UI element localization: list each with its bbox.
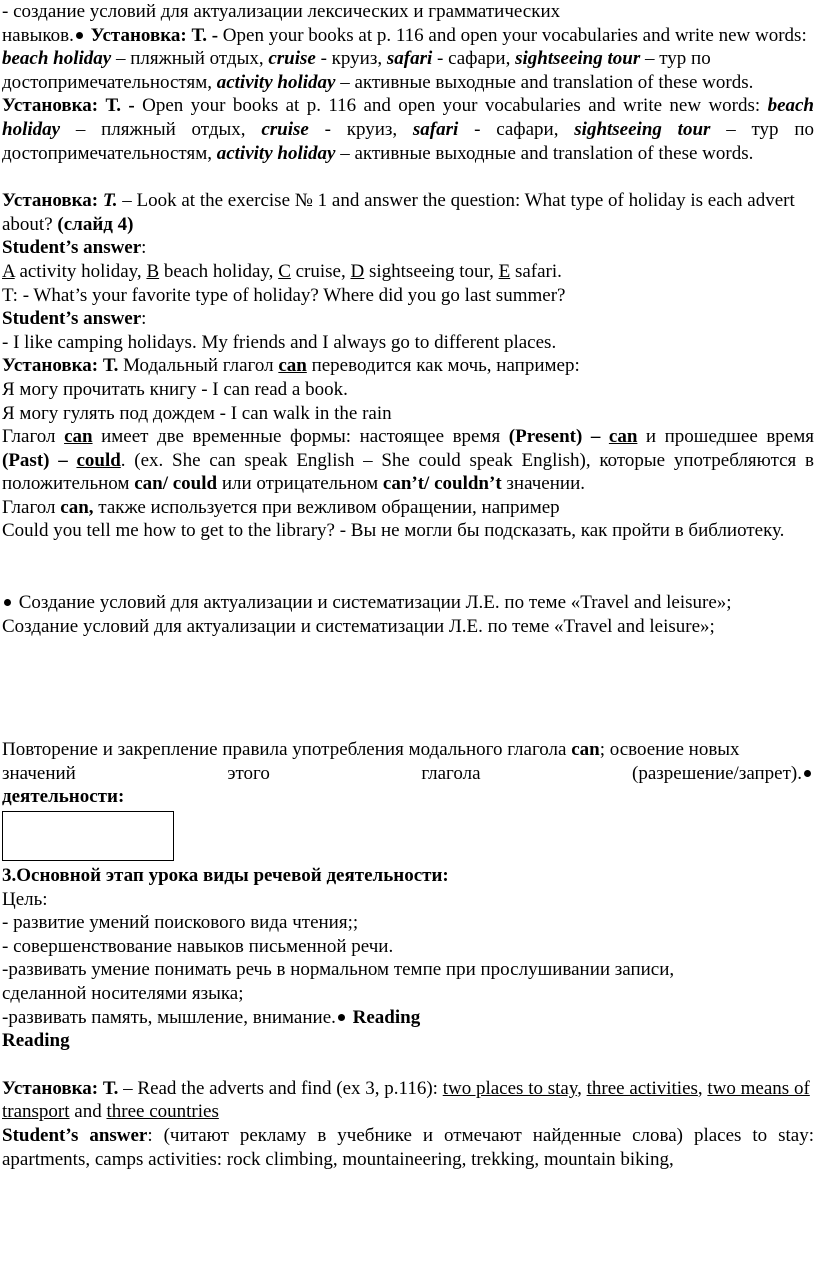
- text: Глагол: [2, 496, 61, 518]
- paragraph-instruction: [2, 94, 814, 165]
- bullet-icon: [804, 770, 811, 777]
- instruction-label: Установка:: [2, 190, 103, 212]
- keyword: can/ could: [134, 473, 218, 495]
- text: – Look at the exercise № 1 and answer the question: What type of holiday is each advert about?: [2, 190, 795, 235]
- repetition-line: [2, 738, 814, 762]
- text: Глагол: [2, 426, 65, 448]
- text: . (ex. She can speak English – She could speak English), которые употребляются в положительном: [2, 449, 814, 495]
- text: sightseeing tour,: [364, 260, 499, 282]
- reading-instruction: Установка: Т. – Read the adverts and find (ex 3, p.116): two places to stay, three activities, two means of transport and three countries: [2, 1077, 810, 1123]
- modal-polite: [2, 496, 814, 520]
- instruction-label: Установка: Т.: [2, 355, 119, 377]
- task-item: two places to stay: [442, 1077, 578, 1099]
- instruction-label: Установка: Т. -: [90, 24, 219, 46]
- vocab-word: activity holiday: [216, 142, 336, 164]
- text: и прошедшее время: [637, 426, 814, 448]
- systematization-line: Создание условий для актуализации и систематизации Л.Е. по теме «Travel and leisure»;: [2, 615, 715, 637]
- text: - сафари,: [458, 118, 575, 140]
- text: – тур по достопримечательностям,: [2, 118, 814, 164]
- text: - круиз,: [308, 118, 413, 140]
- modal-forms: [2, 425, 814, 496]
- spacer: [2, 165, 814, 189]
- text: имеет две временные формы: настоящее время: [92, 426, 509, 448]
- activity-label: [2, 785, 814, 809]
- example-line: Я могу прочитать книгу - I can read a book.: [2, 378, 348, 400]
- keyword: can,: [60, 496, 94, 518]
- keyword: can: [278, 355, 307, 377]
- systematization-line: [2, 591, 814, 615]
- paragraph-intro: [2, 0, 814, 94]
- teacher-question: T: - What’s your favorite type of holiday? Where did you go last summer?: [2, 284, 566, 306]
- slide-reference: (слайд 4): [57, 213, 134, 235]
- answer-label: Student’s answer: [2, 1124, 148, 1146]
- task-item: two means of transport: [2, 1077, 810, 1123]
- keyword: could: [76, 449, 121, 471]
- repetition-line: [2, 762, 814, 786]
- text: или отрицательном: [217, 473, 383, 495]
- option-letter: A: [2, 260, 15, 282]
- goal-item: - совершенствование навыков письменной речи.: [2, 935, 394, 957]
- vocab-word: cruise: [268, 48, 316, 70]
- text: – пляжный отдых,: [60, 118, 262, 140]
- keyword: деятельности:: [2, 786, 125, 808]
- bullet-icon: [76, 32, 83, 39]
- text: – тур по достопримечательностям,: [2, 48, 711, 93]
- spacer: [2, 543, 814, 591]
- text: - круиз,: [315, 48, 387, 70]
- spacer: [2, 638, 814, 738]
- spacer: [2, 1053, 814, 1077]
- answer-heading: [2, 236, 814, 260]
- vocab-word: safari: [412, 118, 459, 140]
- text: safari.: [510, 260, 562, 282]
- text: значении.: [501, 473, 585, 495]
- text: Создание условий для актуализации и систематизации Л.Е. по теме «Travel and leisure»;: [18, 592, 732, 614]
- text: – активные выходные and translation of these words.: [335, 71, 754, 93]
- text: Open your books at p. 116 and open your vocabularies and write new words:: [218, 24, 807, 46]
- vocab-word: activity holiday: [216, 71, 336, 93]
- goal-item: - развитие умений поискового вида чтения;;: [2, 912, 359, 934]
- bullet-icon: [4, 599, 11, 606]
- option-letter: D: [350, 260, 365, 282]
- text: cruise,: [290, 260, 351, 282]
- keyword: can’t/ couldn’t: [382, 473, 502, 495]
- text: глагола: [421, 762, 481, 784]
- empty-frame: [2, 811, 174, 861]
- answer-label: Student’s answer: [2, 308, 142, 330]
- text: activity holiday,: [14, 260, 147, 282]
- text: -развивать память, мышление, внимание.: [2, 1006, 336, 1028]
- text-line: - создание условий для актуализации лексических и грамматических: [2, 1, 561, 22]
- answer-line: - I like camping holidays. My friends and I always go to different places.: [2, 331, 557, 353]
- text: также используется при вежливом обращении, например: [93, 496, 560, 518]
- keyword: Reading: [352, 1006, 421, 1028]
- teacher-label: T.: [102, 190, 118, 212]
- vocab-word: cruise: [261, 118, 309, 140]
- option-letter: B: [146, 260, 160, 282]
- vocab-word: sightseeing tour: [574, 118, 711, 140]
- text: Повторение и закрепление правила употребления модального глагола: [2, 739, 572, 761]
- answer-line: [2, 260, 814, 284]
- answer-heading: [2, 307, 814, 331]
- text: навыков.: [2, 24, 74, 46]
- text: – пляжный отдых,: [111, 48, 269, 70]
- task-item: three countries: [106, 1101, 219, 1123]
- option-letter: E: [498, 260, 511, 282]
- text-with-bullet: (разрешение/запрет).: [632, 762, 814, 786]
- goal-item: [2, 1006, 814, 1030]
- text: :: [141, 308, 147, 330]
- bullet-icon: [338, 1014, 345, 1021]
- instruction-label: Установка: Т.: [2, 1077, 119, 1099]
- keyword: can: [64, 426, 93, 448]
- polite-example: Could you tell me how to get to the library? - Вы не могли бы подсказать, как пройти в библиотеку.: [2, 520, 785, 542]
- vocab-word: beach holiday: [2, 95, 814, 140]
- text: переводится как мочь, например:: [306, 355, 580, 377]
- section-title: 3.Основной этап урока виды речевой деятельности:: [2, 865, 449, 887]
- paragraph-exercise: [2, 189, 814, 236]
- task-item: three activities: [586, 1077, 698, 1099]
- option-letter: C: [278, 260, 291, 282]
- text: – Read the adverts and find (ex 3, p.116):: [118, 1077, 443, 1099]
- vocab-word: beach holiday: [2, 48, 112, 70]
- text: этого: [227, 762, 270, 784]
- vocab-word: safari: [386, 48, 433, 70]
- keyword: (Past) –: [2, 449, 77, 471]
- keyword: can: [571, 739, 600, 761]
- example-line: Я могу гулять под дождем - I can walk in the rain: [2, 402, 392, 424]
- answer-label: Student’s answer: [2, 237, 142, 259]
- goal-item: -развивать умение понимать речь в нормальном темпе при прослушивании записи, сделанной носителями языка;: [2, 959, 675, 1004]
- text: ; освоение новых: [599, 739, 740, 761]
- vocab-word: sightseeing tour: [515, 48, 641, 70]
- keyword: can: [608, 426, 638, 448]
- instruction-label: Установка: Т. -: [2, 95, 135, 117]
- text: beach holiday,: [159, 260, 279, 282]
- text: - сафари,: [432, 48, 516, 70]
- keyword: (Present) –: [508, 426, 609, 448]
- text: :: [141, 237, 147, 259]
- text: Open your books at p. 116 and open your vocabularies and write new words:: [134, 95, 768, 117]
- text: значений: [2, 762, 76, 784]
- text: : (читают рекламу в учебнике и отмечают найденные слова) places to stay: apartments, camps activities: rock climbing, mountaineering, trekking, mountain biking,: [2, 1124, 814, 1170]
- reading-answer: [2, 1124, 814, 1171]
- text: – активные выходные and translation of these words.: [335, 142, 754, 164]
- goal-label: Цель:: [2, 888, 48, 910]
- reading-heading: Reading: [2, 1030, 70, 1052]
- text: Модальный глагол: [118, 355, 279, 377]
- modal-intro: [2, 354, 814, 378]
